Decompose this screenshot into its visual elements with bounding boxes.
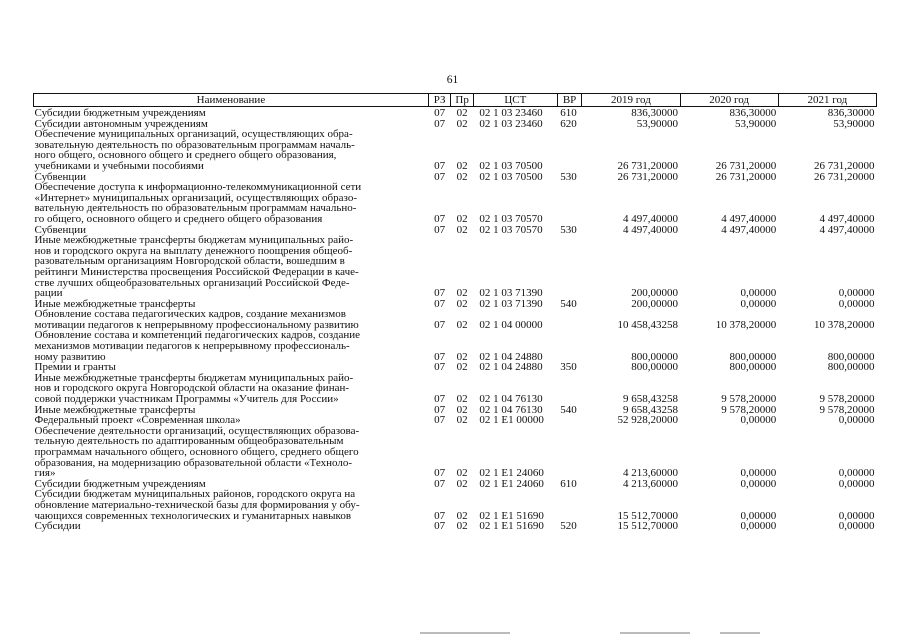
row-pr: 02 (456, 223, 468, 236)
row-cst: 02 1 04 24880 (479, 350, 543, 363)
header-cst: ЦСТ (473, 94, 557, 107)
row-vr (557, 129, 582, 171)
row-2020: 4 497,40000 (721, 212, 777, 225)
row-pr: 02 (456, 297, 468, 310)
row-2021: 800,00000 (827, 350, 875, 363)
row-name: Обеспечение доступа к информационно-телекоммуникационной сети «Интернет» муниципальных организаций, осуществляющих образо- вательную деятельность по образовательным программам начально- го общего, основного общего и среднего общего образования (34, 181, 362, 225)
row-2020: 836,30000 (729, 107, 777, 119)
row-pr: 02 (456, 117, 468, 130)
row-2020: 800,00000 (729, 350, 777, 363)
row-vr: 620 (560, 117, 577, 130)
header-rz: РЗ (428, 94, 451, 107)
row-2019: 9 658,43258 (623, 403, 679, 416)
row-cst: 02 1 E1 51690 (479, 520, 544, 533)
row-vr (557, 330, 582, 362)
row-pr: 02 (456, 403, 468, 416)
row-2019: 4 497,40000 (623, 212, 679, 225)
row-rz: 07 (434, 393, 446, 406)
table-row (34, 129, 877, 171)
row-name: Субсидии бюджетным учреждениям (34, 107, 206, 119)
row-vr (557, 373, 582, 405)
row-2021: 836,30000 (827, 107, 875, 119)
row-2020: 4 497,40000 (721, 223, 777, 236)
row-name: Субсидии бюджетам муниципальных районов, городского округа на обновление материально-технической базы для формирования у обу- чающихся современных технологических и гуманитарных навыков (34, 488, 360, 522)
row-name: Субвенции (34, 223, 87, 236)
row-cst: 02 1 E1 24060 (479, 467, 544, 480)
row-name: Иные межбюджетные трансферты бюджетам муниципальных райо- нов и городского округа на выплату денежного поощрения общеоб- разовательным организациям Новгородской области, вошедшим в рейтинги Министерства просвещения Российской Федерации в каче- стве лучших общеобразовательных организаций Российской Феде- рации (34, 234, 359, 300)
row-name: Субсидии бюджетным учреждениям (34, 477, 206, 490)
row-pr: 02 (456, 107, 468, 119)
row-name: Иные межбюджетные трансферты (34, 403, 196, 416)
row-2020: 0,00000 (740, 414, 777, 427)
row-2021: 0,00000 (838, 467, 875, 480)
row-cst: 02 1 03 70500 (479, 159, 543, 172)
row-2021: 0,00000 (838, 477, 875, 490)
row-pr: 02 (456, 414, 468, 427)
row-vr: 540 (560, 297, 577, 310)
row-rz: 07 (434, 212, 446, 225)
row-cst: 02 1 04 76130 (479, 403, 543, 416)
row-pr: 02 (456, 467, 468, 480)
row-2019: 800,00000 (631, 350, 679, 363)
row-pr: 02 (456, 350, 468, 363)
table-row (34, 330, 877, 362)
row-2019: 52 928,20000 (617, 414, 679, 427)
row-2021: 0,00000 (838, 414, 875, 427)
row-cst: 02 1 03 70570 (479, 223, 543, 236)
row-2020: 0,00000 (740, 477, 777, 490)
row-cst: 02 1 04 24880 (479, 361, 543, 374)
row-2019: 836,30000 (631, 107, 679, 119)
row-2021: 4 497,40000 (819, 223, 875, 236)
row-2020: 0,00000 (740, 520, 777, 533)
table-body (34, 107, 877, 532)
row-2021: 26 731,20000 (814, 170, 875, 183)
row-pr: 02 (456, 170, 468, 183)
row-vr (557, 426, 582, 479)
row-pr: 02 (456, 477, 468, 490)
row-cst: 02 1 03 23460 (479, 117, 543, 130)
row-rz: 07 (434, 117, 446, 130)
row-vr: 530 (560, 223, 577, 236)
row-2021: 53,90000 (833, 117, 875, 130)
row-vr: 530 (560, 170, 577, 183)
row-vr (557, 489, 582, 521)
row-cst: 02 1 03 70500 (479, 170, 543, 183)
row-vr: 610 (560, 477, 577, 490)
row-2019: 26 731,20000 (617, 159, 679, 172)
row-vr: 520 (560, 520, 577, 533)
table-row (34, 182, 877, 224)
row-2019: 15 512,70000 (617, 520, 679, 533)
table-row (34, 235, 877, 299)
row-2021: 0,00000 (838, 287, 875, 300)
row-rz: 07 (434, 297, 446, 310)
row-rz: 07 (434, 477, 446, 490)
row-2020: 0,00000 (740, 297, 777, 310)
row-rz: 07 (434, 170, 446, 183)
row-pr: 02 (456, 212, 468, 225)
row-2020: 9 578,20000 (721, 403, 777, 416)
row-rz: 07 (434, 361, 446, 374)
row-vr: 610 (560, 107, 577, 119)
row-name: Обновление состава и компетенций педагогических кадров, создание механизмов мотивации педагогов к непрерывному профессиональ- ному развитию (34, 329, 361, 363)
row-rz: 07 (434, 350, 446, 363)
row-cst: 02 1 03 23460 (479, 107, 543, 119)
scan-artifact (420, 632, 880, 635)
row-2020: 0,00000 (740, 467, 777, 480)
table-header-row (34, 94, 877, 107)
row-name: Иные межбюджетные трансферты (34, 297, 196, 310)
row-2021: 800,00000 (827, 361, 875, 374)
row-rz: 07 (434, 318, 446, 331)
budget-table (33, 93, 877, 532)
row-rz: 07 (434, 159, 446, 172)
header-vr: ВР (557, 94, 582, 107)
row-2019: 200,00000 (631, 297, 679, 310)
row-2019: 9 658,43258 (623, 393, 679, 406)
row-rz: 07 (434, 414, 446, 427)
table-row (34, 489, 877, 521)
row-cst: 02 1 E1 00000 (479, 414, 544, 427)
header-2019: 2019 год (582, 94, 680, 107)
row-2019: 4 213,60000 (623, 467, 679, 480)
row-cst: 02 1 03 70570 (479, 212, 543, 225)
row-rz: 07 (434, 509, 446, 522)
row-2020: 800,00000 (729, 361, 777, 374)
row-rz: 07 (434, 403, 446, 416)
row-pr: 02 (456, 318, 468, 331)
row-rz: 07 (434, 287, 446, 300)
row-2021: 0,00000 (838, 520, 875, 533)
row-2021: 0,00000 (838, 509, 875, 522)
row-pr: 02 (456, 159, 468, 172)
row-pr: 02 (456, 287, 468, 300)
table-row (34, 309, 877, 330)
row-pr: 02 (456, 393, 468, 406)
row-2021: 26 731,20000 (814, 159, 875, 172)
row-cst: 02 1 03 71390 (479, 287, 543, 300)
row-name: Премии и гранты (34, 361, 116, 374)
table-row (34, 426, 877, 479)
row-name: Субсидии (34, 520, 81, 533)
page-number: 61 (446, 74, 459, 86)
row-2019: 4 213,60000 (623, 477, 679, 490)
row-vr (557, 415, 582, 426)
row-2019: 200,00000 (631, 287, 679, 300)
row-rz: 07 (434, 107, 446, 119)
row-2021: 4 497,40000 (819, 212, 875, 225)
row-2021: 10 378,20000 (814, 318, 875, 331)
row-name: Субсидии автономным учреждениям (34, 117, 208, 130)
row-name: Субвенции (34, 170, 87, 183)
header-2021: 2021 год (778, 94, 876, 107)
row-2021: 0,00000 (838, 297, 875, 310)
row-pr: 02 (456, 509, 468, 522)
row-2019: 10 458,43258 (617, 318, 679, 331)
row-rz: 07 (434, 467, 446, 480)
row-rz: 07 (434, 223, 446, 236)
header-pr: Пр (451, 94, 474, 107)
row-2020: 26 731,20000 (715, 170, 777, 183)
row-2020: 26 731,20000 (715, 159, 777, 172)
header-name: Наименование (34, 94, 429, 107)
row-vr (557, 182, 582, 224)
row-vr: 540 (560, 403, 577, 416)
row-2020: 10 378,20000 (715, 318, 777, 331)
row-pr: 02 (456, 520, 468, 533)
row-name: Иные межбюджетные трансферты бюджетам муниципальных райо- нов и городского округа Новгородской области на оказание финан- совой поддержки участникам Программы «Учитель для России» (34, 371, 354, 406)
table-row (34, 107, 877, 119)
table-row (34, 521, 877, 532)
table-row (34, 373, 877, 405)
row-cst: 02 1 03 71390 (479, 297, 543, 310)
row-2019: 4 497,40000 (623, 223, 679, 236)
row-2019: 26 731,20000 (617, 170, 679, 183)
header-2020: 2020 год (680, 94, 778, 107)
row-2020: 53,90000 (734, 117, 777, 130)
row-name: Обеспечение деятельности организаций, осуществляющих образова- тельную деятельность по адаптированным общеобразовательным программам начального общего, основного общего, среднего общего образования, на модернизацию образовательной области «Техноло- гия» (34, 424, 360, 480)
row-cst: 02 1 E1 51690 (479, 509, 544, 522)
row-cst: 02 1 04 76130 (479, 393, 543, 406)
row-2020: 9 578,20000 (721, 393, 777, 406)
row-2020: 0,00000 (740, 287, 777, 300)
row-vr (557, 309, 582, 330)
row-2021: 9 578,20000 (819, 393, 875, 406)
row-2021: 9 578,20000 (819, 403, 875, 416)
row-cst: 02 1 04 00000 (479, 318, 543, 331)
row-cst: 02 1 E1 24060 (479, 477, 544, 490)
row-name: Обновление состава педагогических кадров, создание механизмов мотивации педагогов к непрерывному профессиональному развитию (34, 308, 359, 331)
row-name: Федеральный проект «Современная школа» (34, 414, 241, 427)
row-2019: 53,90000 (636, 117, 679, 130)
row-2020: 0,00000 (740, 509, 777, 522)
row-vr (557, 235, 582, 299)
row-rz: 07 (434, 520, 446, 533)
row-2019: 15 512,70000 (617, 509, 679, 522)
row-vr: 350 (560, 361, 577, 374)
row-name: Обеспечение муниципальных организаций, осуществляющих обра- зовательную деятельность по образовательным программам началь- ного общего, основного общего и среднего общего образования, учебниками и учебными пособиями (34, 128, 355, 172)
row-2019: 800,00000 (631, 361, 679, 374)
row-pr: 02 (456, 361, 468, 374)
